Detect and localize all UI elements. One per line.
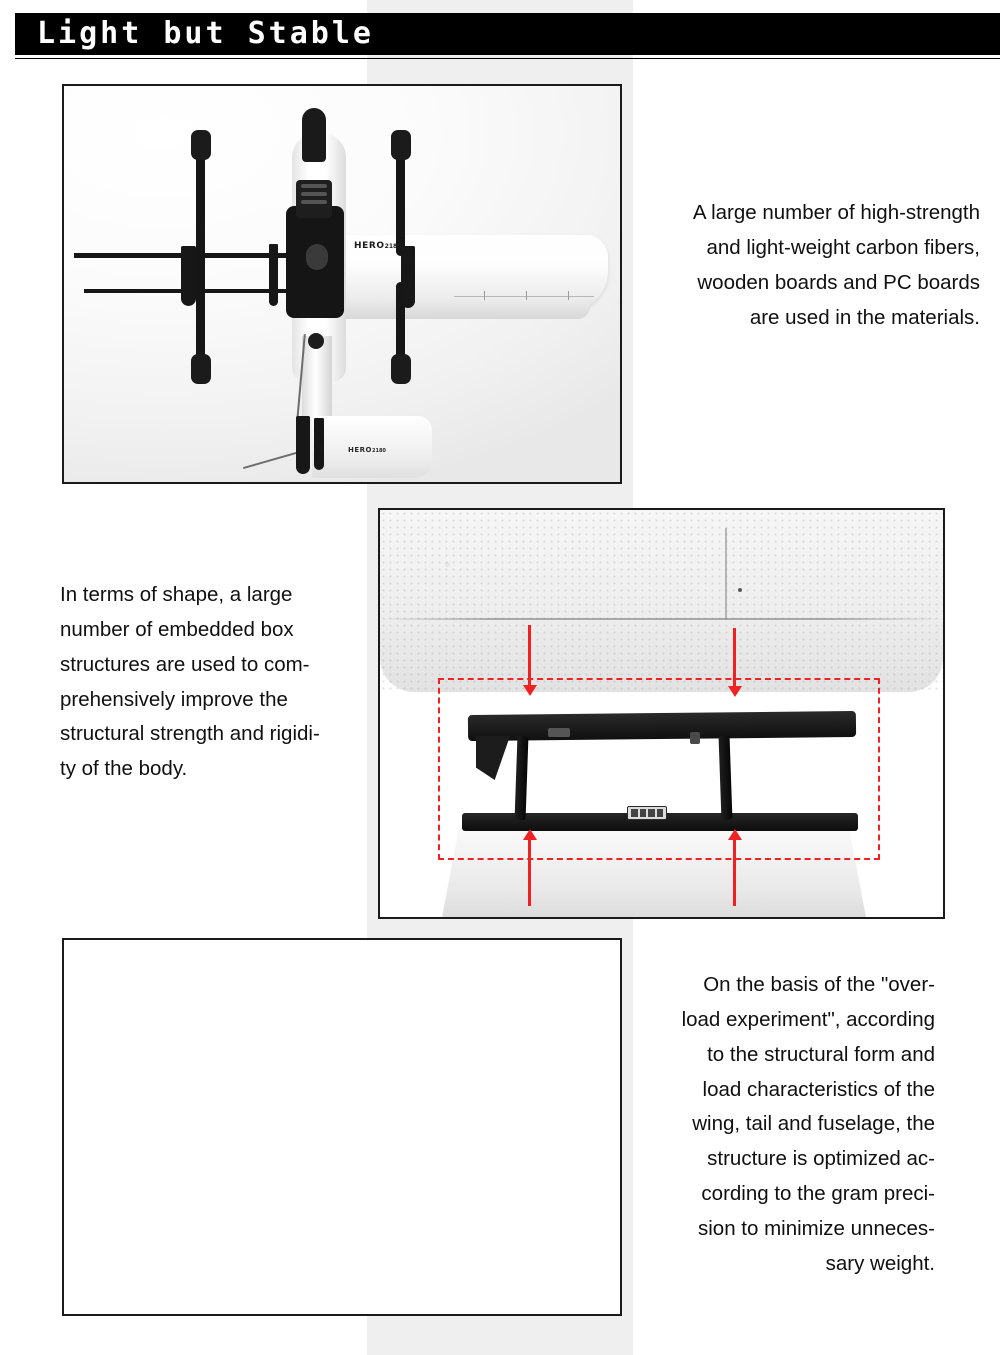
wing-tick: [568, 291, 569, 300]
aileron-hinge-line: [454, 296, 594, 297]
nose-canopy: [302, 108, 326, 162]
motor-front-right: [391, 130, 411, 160]
battery-vent: [296, 180, 332, 218]
cad-top-view-drawing: [62, 938, 622, 1316]
tail-brand-label: HERO2180: [348, 446, 386, 454]
fuselage-brand-label: HERO2180: [354, 241, 402, 251]
vertical-stabilizer: [296, 416, 310, 474]
boom-fin-right: [401, 246, 415, 308]
paragraph-shape: [60, 578, 390, 787]
annotation-dashed-rectangle: [438, 678, 880, 860]
foam-seam-horizontal: [380, 618, 943, 620]
drawing-backdrop: [64, 940, 620, 1314]
text-line: load characteristics of the: [702, 1077, 935, 1101]
text-line: number of embedded box: [60, 617, 294, 641]
text-line: On the basis of the "over-: [703, 973, 935, 996]
text-line: ty of the body.: [60, 757, 188, 781]
foam-screw-hole: [738, 588, 742, 592]
motor-front-left: [191, 130, 211, 160]
text-line: sary weight.: [825, 1251, 935, 1275]
text-line: load experiment", according: [681, 1007, 935, 1031]
text-line: sion to minimize unneces-: [698, 1216, 935, 1240]
text-line: A large number of high-strength: [692, 201, 980, 224]
antenna-ball: [308, 333, 324, 349]
title-underline: [15, 58, 1000, 59]
paragraph-optimization: [600, 968, 935, 1282]
page-title: Light but Stable: [37, 16, 374, 51]
page-title-bar: [15, 13, 1000, 55]
text-line: wooden boards and PC boards: [697, 270, 980, 294]
boom-fin-left: [181, 246, 196, 306]
text-line: wing, tail and fuselage, the: [692, 1112, 935, 1136]
foam-wing-underside: [380, 510, 943, 692]
box-structure-photo: [378, 508, 945, 919]
wing-tick: [526, 291, 527, 300]
text-line: In terms of shape, a large: [60, 583, 293, 606]
text-line: structures are used to com-: [60, 652, 310, 676]
foam-seam-vertical: [725, 528, 727, 620]
foam-texture: [380, 510, 943, 692]
rudder: [314, 418, 324, 470]
annotation-arrow-down-left: [528, 625, 531, 687]
motor-rear-right: [391, 354, 411, 384]
text-line: structural strength and rigidi-: [60, 722, 320, 746]
wing-tick: [484, 291, 485, 300]
text-line: are used in the materials.: [749, 305, 980, 329]
inner-fin-left: [269, 244, 278, 306]
paragraph-materials: [600, 196, 980, 335]
text-line: to the structural form and: [707, 1042, 935, 1066]
vtol-top-view-photo: [62, 84, 622, 484]
motor-boom-left: [196, 136, 205, 378]
text-line: structure is optimized ac-: [707, 1147, 935, 1171]
annotation-arrow-up-left: [528, 838, 531, 906]
main-wing-right-trailing: [340, 295, 590, 319]
annotation-arrow-down-right: [733, 628, 736, 688]
annotation-arrow-up-right: [733, 838, 736, 906]
pod-aperture: [306, 244, 328, 270]
text-line: and light-weight carbon fibers,: [706, 235, 980, 259]
motor-rear-left: [191, 354, 211, 384]
text-line: prehensively improve the: [60, 687, 288, 711]
text-line: cording to the gram preci-: [701, 1182, 935, 1206]
